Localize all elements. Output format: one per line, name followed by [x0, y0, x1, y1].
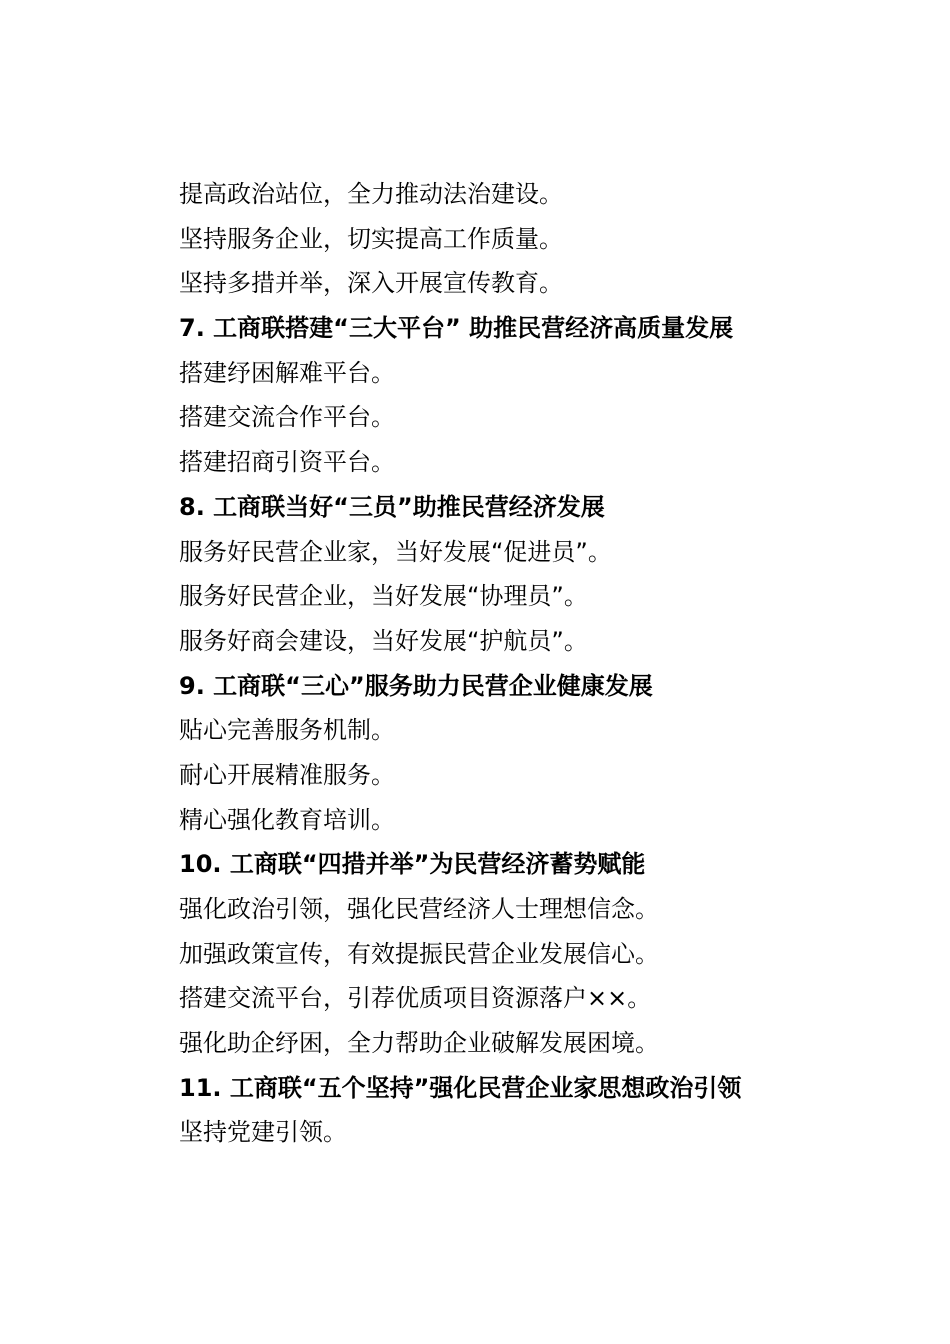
body-line: 搭建交流平台，引荐优质项目资源落户××。: [179, 984, 652, 1013]
body-line: 贴心完善服务机制。: [179, 716, 395, 745]
document-body: [179, 172, 879, 1155]
body-line: 耐心开展精准服务。: [179, 760, 395, 789]
body-line: 搭建纾困解难平台。: [179, 358, 395, 387]
body-line: 强化助企纾困，全力帮助企业破解发展困境。: [179, 1029, 659, 1058]
body-line: 坚持多措并举，深入开展宣传教育。: [179, 269, 563, 298]
body-line: 坚持服务企业，切实提高工作质量。: [179, 224, 563, 253]
section-heading: 7. 工商联搭建“三大平台” 助推民营经济高质量发展: [179, 314, 734, 343]
body-line: 提高政治站位，全力推动法治建设。: [179, 180, 563, 208]
body-line: 搭建交流合作平台。: [179, 403, 395, 432]
body-line: 服务好民营企业，当好发展“协理员”。: [179, 582, 588, 611]
body-line: 坚持党建引领。: [179, 1118, 347, 1147]
body-line: 服务好商会建设，当好发展“护航员”。: [179, 626, 588, 655]
body-line: 服务好民营企业家，当好发展“促进员”。: [179, 537, 612, 566]
body-line: 精心强化教育培训。: [179, 805, 395, 834]
section-heading: 11. 工商联“五个坚持”强化民营企业家思想政治引领: [179, 1073, 742, 1102]
body-line: 搭建招商引资平台。: [179, 448, 395, 477]
body-line: 加强政策宣传，有效提振民营企业发展信心。: [179, 939, 659, 968]
section-heading: 10. 工商联“四措并举”为民营经济蓄势赋能: [179, 850, 646, 879]
body-line: 强化政治引领，强化民营经济人士理想信念。: [179, 895, 659, 923]
section-heading: 9. 工商联“三心”服务助力民营企业健康发展: [179, 671, 653, 700]
section-heading: 8. 工商联当好“三员”助推民营经济发展: [179, 492, 605, 521]
